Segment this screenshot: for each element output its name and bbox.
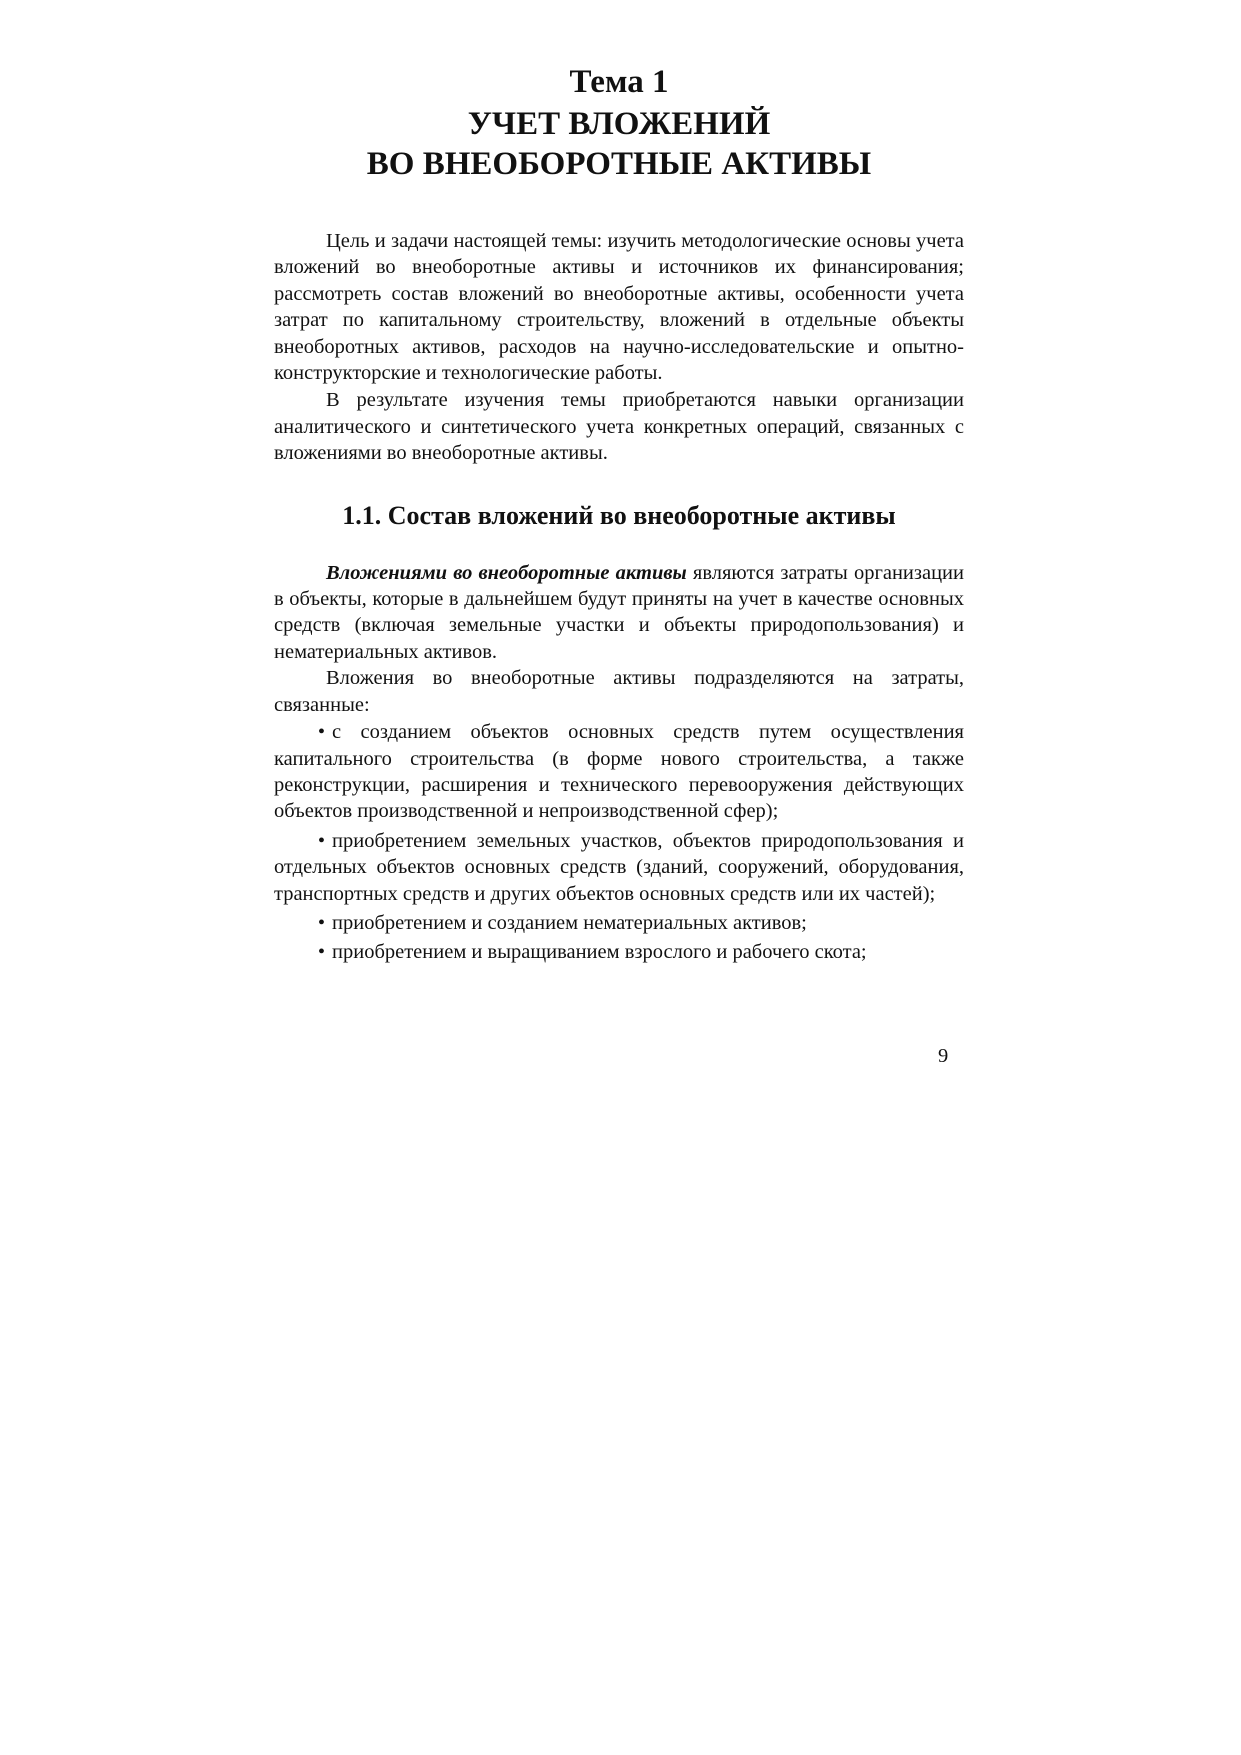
intro-paragraph-goals [274,228,964,386]
chapter-title-line-2: ВО ВНЕОБОРОТНЫЕ АКТИВЫ [366,146,872,182]
bullet-icon: • [317,911,325,934]
list-item-text: приобретением и созданием нематериальных активов; [332,911,807,934]
list-item-text: с созданием объектов основных средств путем осуществления капитального строительства (в форме нового строительства, а также реконструкции, расширения и технического перевооружения действующих объектов производственной и непроизводственной сфер); [274,721,964,823]
bullet-icon: • [317,721,325,744]
list-item-text: приобретением земельных участков, объектов природопользования и отдельных объектов основных средств (зданий, сооружений, оборудования, транспортных средств и других объектов основных средств или их частей); [274,829,964,905]
topic-label: Тема 1 [569,64,669,100]
list-item [274,910,964,936]
list-item [274,719,964,825]
investment-cost-list [274,719,964,966]
intro-paragraph-results-text: В результате изучения темы приобретаются навыки организации аналитического и синтетического учета конкретных операций, связанных с вложениями во внеоборотные активы. [274,389,964,465]
document-page [274,62,964,969]
list-intro-paragraph [274,665,964,718]
bullet-icon: • [317,941,325,964]
section-heading: 1.1. Состав вложений во внеоборотные активы [342,500,896,530]
chapter-title-line-1: УЧЕТ ВЛОЖЕНИЙ [467,106,771,142]
list-intro-text: Вложения во внеоборотные активы подразделяются на затраты, связанные: [274,667,964,716]
list-item [274,828,964,907]
definition-term: Вложениями во внеоборотные активы [326,561,687,584]
intro-paragraph-goals-text: Цель и задачи настоящей темы: изучить методологические основы учета вложений во внеоборотные активы и источников их финансирования; рассмотреть состав вложений во внеоборотные активы, особенности учета затрат по капитальному строительству, вложений в отдельные объекты внеоборотных активов, расходов на научно-исследовательские и опытно-конструкторские и технологические работы. [274,230,964,385]
bullet-icon: • [317,829,325,852]
list-item [274,939,964,965]
definition-text: являются затраты организации в объекты, которые в дальнейшем будут приняты на учет в качестве основных средств (включая земельные участки и объекты природопользования) и нематериальных активов. [274,561,964,663]
intro-paragraph-results [274,387,964,466]
page-number: 9 [938,1045,949,1067]
definition-paragraph [274,560,964,666]
list-item-text: приобретением и выращиванием взрослого и рабочего скота; [332,941,867,964]
chapter-title-block [274,62,964,184]
